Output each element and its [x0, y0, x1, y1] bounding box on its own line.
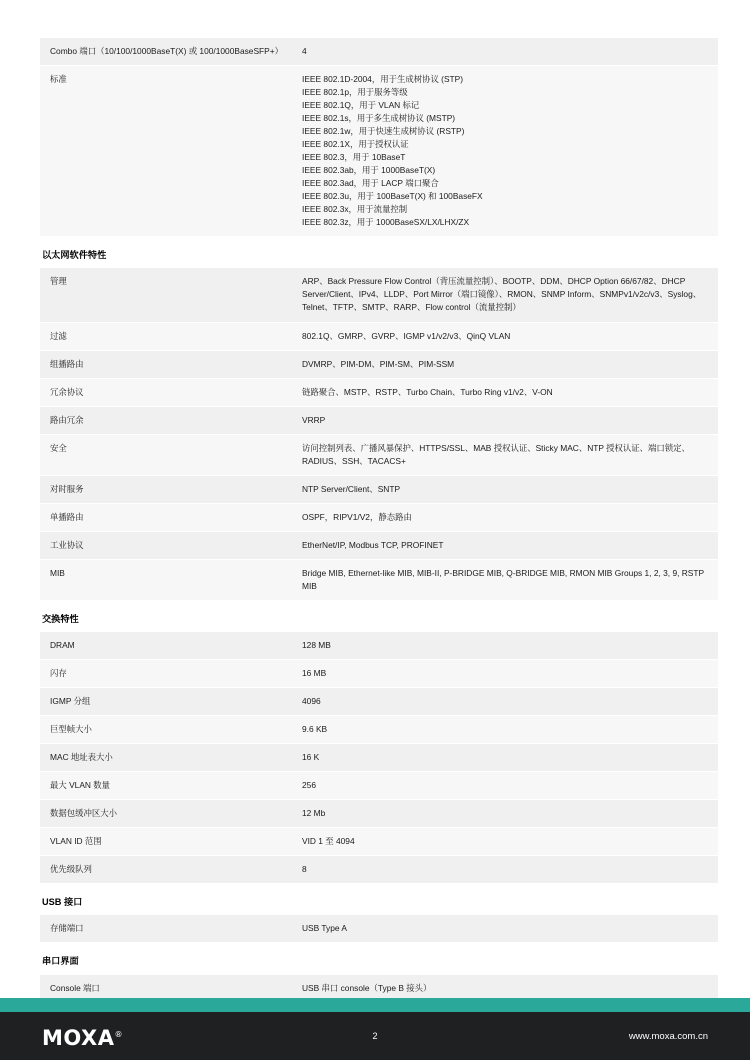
table-row [40, 800, 718, 828]
section-heading: 以太网软件特性 [40, 237, 718, 269]
spec-value: 访问控制列表、广播风暴保护、HTTPS/SSL、MAB 授权认证、Sticky MAC、NTP 授权认证、端口锁定、RADIUS、SSH、TACACS+ [292, 434, 718, 475]
spec-label: 标准 [40, 66, 292, 237]
spec-label: VLAN ID 范围 [40, 828, 292, 856]
spec-label: 闪存 [40, 659, 292, 687]
table-row [40, 350, 718, 378]
spec-label: 工业协议 [40, 531, 292, 559]
spec-label: 巨型帧大小 [40, 715, 292, 743]
spec-value: 8 [292, 856, 718, 884]
spec-label: 冗余协议 [40, 378, 292, 406]
spec-value: 链路聚合、MSTP、RSTP、Turbo Chain、Turbo Ring v1/v2、V-ON [292, 378, 718, 406]
spec-value: 802.1Q、GMRP、GVRP、IGMP v1/v2/v3、QinQ VLAN [292, 322, 718, 350]
specifications-table [40, 38, 718, 1003]
footer-website-url: www.moxa.com.cn [628, 1031, 708, 1042]
spec-value: 256 [292, 772, 718, 800]
spec-value: 12 Mb [292, 800, 718, 828]
table-row [40, 915, 718, 943]
table-row [40, 659, 718, 687]
spec-value: VID 1 至 4094 [292, 828, 718, 856]
spec-value: VRRP [292, 406, 718, 434]
spec-value: IEEE 802.1D-2004，用于生成树协议 (STP) IEEE 802.1p，用于服务等级 IEEE 802.1Q，用于 VLAN 标记 IEEE 802.1s，用于多生成树协议 (MSTP) IEEE 802.1w，用于快速生成树协议 (RSTP) IEEE 802.1X，用于授权认证 IEEE 802.3，用于 10BaseT IEEE 802.3ab，用于 1000BaseT(X) IEEE 802.3ad，用于 LACP 端口聚合 IEEE 802.3u，用于 100BaseT(X) 和 100BaseFX IEEE 802.3x，用于流量控制 IEEE 802.3z，用于 1000BaseSX/LX/LHX/ZX [292, 66, 718, 237]
section-heading-row [40, 884, 718, 916]
table-row [40, 772, 718, 800]
table-row [40, 38, 718, 66]
spec-label: 过滤 [40, 322, 292, 350]
spec-value: USB Type A [292, 915, 718, 943]
moxa-logo-text: MOXA [42, 1026, 115, 1050]
table-row [40, 715, 718, 743]
section-heading: USB 接口 [40, 884, 718, 916]
table-row [40, 503, 718, 531]
table-row [40, 434, 718, 475]
spec-label: MIB [40, 559, 292, 600]
table-row [40, 856, 718, 884]
spec-value: Bridge MIB, Ethernet-like MIB, MIB-II, P-BRIDGE MIB, Q-BRIDGE MIB, RMON MIB Groups 1, 2, 3, 9, RSTP MIB [292, 559, 718, 600]
spec-label: 最大 VLAN 数量 [40, 772, 292, 800]
spec-label: DRAM [40, 632, 292, 660]
spec-value: USB 串口 console（Type B 接头） [292, 975, 718, 1003]
table-row [40, 828, 718, 856]
spec-label: 路由冗余 [40, 406, 292, 434]
table-row [40, 531, 718, 559]
section-heading-row [40, 943, 718, 975]
page-footer [0, 998, 750, 1060]
table-row [40, 268, 718, 322]
spec-label: 存储端口 [40, 915, 292, 943]
spec-label: 安全 [40, 434, 292, 475]
spec-label: 对时服务 [40, 475, 292, 503]
spec-table-container [40, 38, 718, 1003]
spec-label: 数据包缓冲区大小 [40, 800, 292, 828]
spec-label: Console 端口 [40, 975, 292, 1003]
table-row [40, 559, 718, 600]
spec-value: 9.6 KB [292, 715, 718, 743]
spec-value: 16 K [292, 743, 718, 771]
spec-value: ARP、Back Pressure Flow Control（背压流量控制）、BOOTP、DDM、DHCP Option 66/67/82、DHCP Server/Client、IPv4、LLDP、Port Mirror（端口镜像）、RMON、SNMP Inform、SNMPv1/v2c/v3、Syslog、Telnet、TFTP、SMTP、RARP、Flow control（流量控制） [292, 268, 718, 322]
table-row [40, 406, 718, 434]
spec-value: 4 [292, 38, 718, 66]
spec-label: MAC 地址表大小 [40, 743, 292, 771]
spec-label: 单播路由 [40, 503, 292, 531]
table-row [40, 378, 718, 406]
section-heading-row [40, 237, 718, 269]
table-row [40, 322, 718, 350]
table-row [40, 632, 718, 660]
spec-label: Combo 端口（10/100/1000BaseT(X) 或 100/1000BaseSFP+） [40, 38, 292, 66]
spec-value: OSPF，RIPV1/V2，静态路由 [292, 503, 718, 531]
spec-value: 128 MB [292, 632, 718, 660]
section-heading: 交换特性 [40, 600, 718, 632]
table-row [40, 743, 718, 771]
spec-label: 组播路由 [40, 350, 292, 378]
spec-value: DVMRP、PIM-DM、PIM-SM、PIM-SSM [292, 350, 718, 378]
section-heading: 串口界面 [40, 943, 718, 975]
spec-label: 管理 [40, 268, 292, 322]
page-number: 2 [372, 1031, 378, 1041]
spec-label: IGMP 分组 [40, 687, 292, 715]
spec-value: EtherNet/IP, Modbus TCP, PROFINET [292, 531, 718, 559]
table-row [40, 66, 718, 237]
spec-value: NTP Server/Client、SNTP [292, 475, 718, 503]
table-row [40, 475, 718, 503]
spec-value: 16 MB [292, 659, 718, 687]
registered-mark-icon: ® [114, 1030, 123, 1039]
section-heading-row [40, 600, 718, 632]
table-row [40, 687, 718, 715]
spec-value: 4096 [292, 687, 718, 715]
spec-label: 优先级队列 [40, 856, 292, 884]
